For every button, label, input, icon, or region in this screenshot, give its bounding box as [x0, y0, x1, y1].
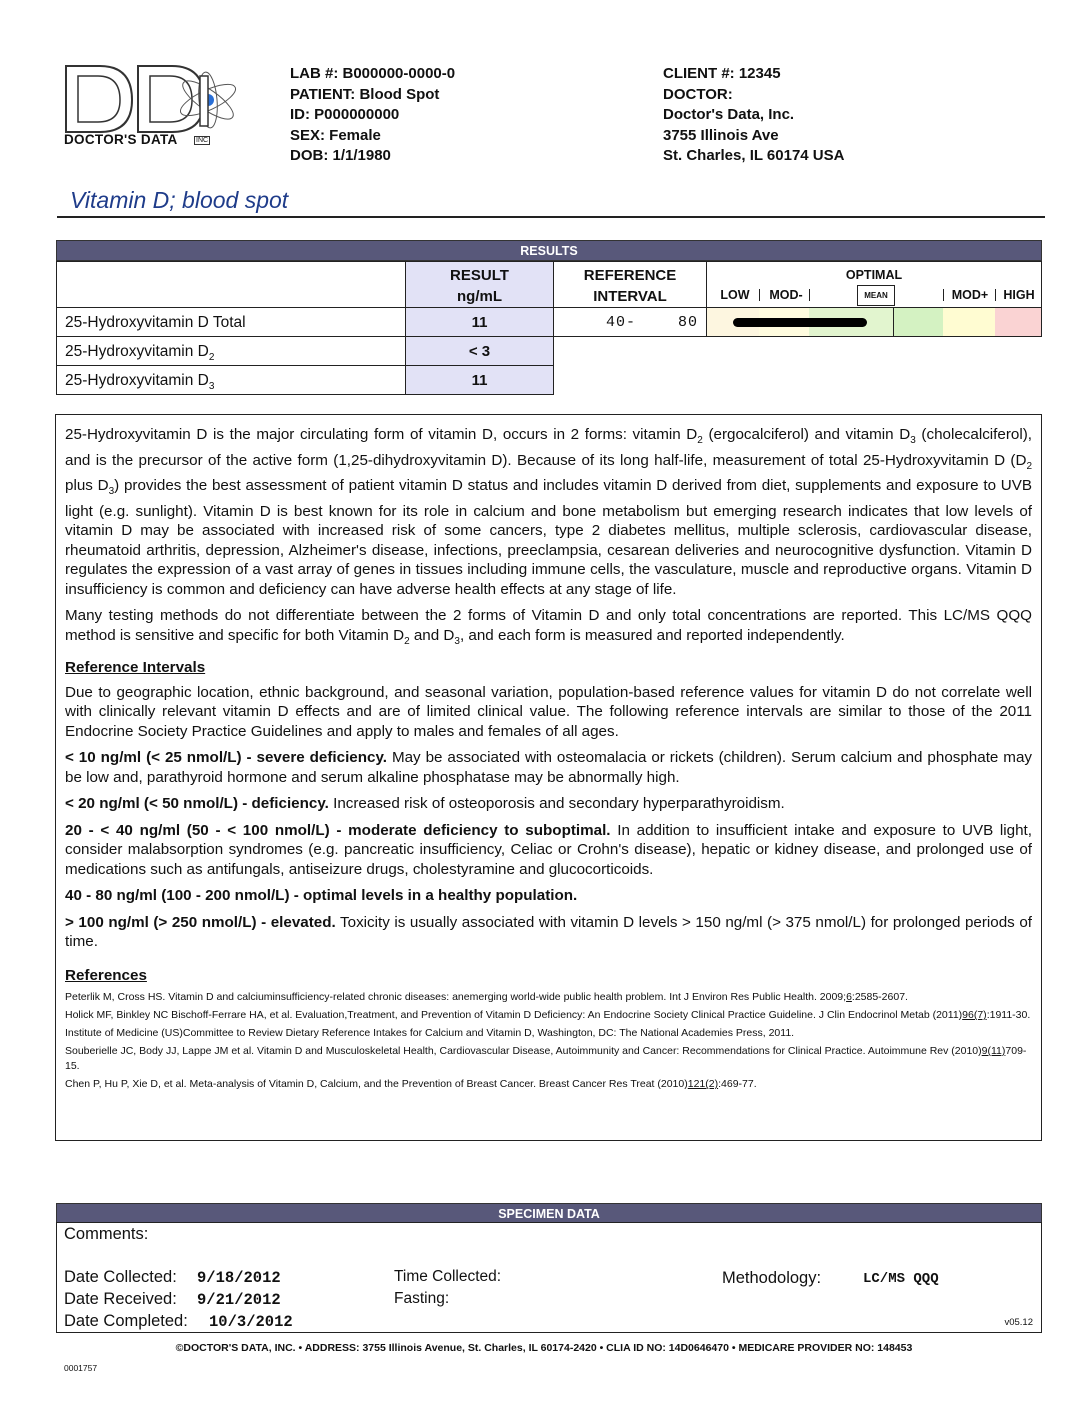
methodology-value: LC/MS QQQ	[863, 1271, 939, 1287]
scale-mod-plus-label: MOD+	[951, 288, 989, 302]
result-units-label: ng/mL	[457, 288, 502, 305]
result-value-d3: 11	[405, 365, 554, 395]
scale-high-label: HIGH	[1003, 288, 1035, 302]
logo-inc: INC	[196, 137, 209, 144]
reference-item: Chen P, Hu P, Xie D, et al. Meta-analysis of Vitamin D, Calcium, and the Prevention of Breast Cancer. Breast Cancer Res Treat (2010)121(2):469-77.	[65, 1078, 757, 1091]
interval-elevated: > 100 ng/ml (> 250 nmol/L) - elevated. Toxicity is usually associated with vitamin D levels > 150 ng/ml (> 375 nmol/L) for prolonged periods of time.	[65, 913, 1032, 951]
patient-dob: DOB: 1/1/1980	[290, 147, 391, 164]
scale-tick	[995, 289, 996, 301]
references-list	[65, 990, 1032, 1092]
reference-header-label: REFERENCE	[583, 267, 677, 284]
interval-moderate: 20 - < 40 ng/ml (50 - < 100 nmol/L) - moderate deficiency to suboptimal. In addition to insufficient intake and exposure to UVB light, consider malabsorption syndromes (e.g. pancreatic insufficiency, Celiac or Crohn's disease), hepatic or kidney disease, and prolonged use of medications such as antifungals, antiseizure drugs, cholestyramine and glucocorticoids.	[65, 821, 1033, 878]
paragraph-reference: Due to geographic location, ethnic background, and seasonal variation, population-based reference values for vitamin D do not correlate well with clinically relevant vitamin D effects and are of limited clinical value. The following reference intervals are similar to those of the 2011 Endocrine Society Practice Guidelines and apply to males and females of all ages.	[65, 683, 1032, 740]
title-divider	[57, 216, 1045, 218]
date-collected-label: Date Collected:	[64, 1268, 177, 1286]
doctor-city: St. Charles, IL 60174 USA	[663, 147, 845, 164]
date-completed-value: 10/3/2012	[209, 1313, 293, 1331]
patient-sex: SEX: Female	[290, 126, 381, 144]
interpretation-box	[55, 414, 1042, 1141]
specimen-section-header: SPECIMEN DATA	[56, 1203, 1042, 1223]
zone-mod-plus	[943, 308, 995, 336]
fasting-label: Fasting:	[394, 1290, 450, 1307]
ref-high: 80	[678, 314, 699, 331]
analyte-name: 25-Hydroxyvitamin D	[65, 372, 209, 389]
reference-item: Institute of Medicine (US)Committee to Review Dietary Reference Intakes for Calcium and Vitamin D, Washington, DC: The National Academies Press, 2011.	[65, 1027, 795, 1040]
reference-header-label-2: INTERVAL	[593, 288, 667, 305]
result-header-label: RESULT	[450, 267, 509, 284]
date-received-label: Date Received:	[64, 1290, 177, 1308]
zone-high	[995, 308, 1042, 336]
methodology-label: Methodology:	[722, 1269, 822, 1287]
analyte-row-total	[56, 307, 406, 337]
reference-item: Peterlik M, Cross HS. Vitamin D and calciuminsufficiency-related chronic diseases: anemerging world-wide public health problem. Int J Environ Res Public Health. 2009;6:2585-2607.	[65, 991, 908, 1004]
reference-item: Souberielle JC, Body JJ, Lappe JM et al. Vitamin D and Musculoskeletal Health, Cardiovascular Disease, Autoimmunity and Cancer: Recommendations for Clinical Practice. Autoimmune Rev (2010)9(11)709-15.	[65, 1045, 1027, 1073]
date-collected-value: 9/18/2012	[197, 1269, 281, 1287]
comments-label: Comments:	[64, 1225, 149, 1243]
client-number: CLIENT #: 12345	[663, 65, 781, 82]
doctor-street: 3755 Illinois Ave	[663, 126, 779, 144]
client-info	[663, 64, 844, 167]
page-title: Vitamin D; blood spot	[70, 187, 289, 213]
scale-tick	[759, 289, 760, 301]
scale-mean-label: MEAN	[857, 285, 895, 306]
time-collected-label: Time Collected:	[394, 1268, 502, 1285]
specimen-box	[56, 1222, 1042, 1333]
analyte-subscript: 3	[208, 381, 215, 393]
analyte-header-cell	[56, 261, 406, 308]
reference-item: Holick MF, Binkley NC Bischoff-Ferrare HA, et al. Evaluation,Treatment, and Prevention of Vitamin D Deficiency: An Endocrine Society Clinical Practice Guideline. J Clin Endocrinol Metab (2011)96(7):1911-30.	[65, 1009, 1031, 1022]
document-code: 0001757	[64, 1363, 98, 1373]
analyte-name: 25-Hydroxyvitamin D	[65, 343, 209, 360]
date-completed-label: Date Completed:	[64, 1312, 188, 1330]
patient-id: ID: P000000000	[290, 106, 400, 123]
doctor-label: DOCTOR:	[663, 85, 733, 103]
optimal-label: OPTIMAL	[845, 268, 903, 282]
paragraph-intro: 25-Hydroxyvitamin D is the major circulating form of vitamin D, occurs in 2 forms: vitamin $D_2$ (ergocalciferol) and vitamin $D_3$ (cholecalciferol), and is the precursor of the active form (1,25-dihydroxyvitamin D). Because of its long half-life, measurement of total 25-Hydroxyvitamin D ($D_2$ plus $D_3$) provides the best assessment of patient vitamin D status and includes vitamin D derived from diet, supplements and exposure to UVB light (e.g. sunlight). Vitamin D is best known for its role in calcium and bone metabolism but emerging research indicates that low levels of vitamin D may be associated with increased risk of some cancers, type 2 diabetes mellitus, multiple sclerosis, cardiovascular disease, rheumatoid arthritis, depression, Alzheimer's disease, infections, preeclampsia, cesarean deliveries and neurocognitive dysfunction. Vitamin D regulates the expression of a vast array of genes in tissues including immune cells, the vasculature, muscle and reproductive organs. Vitamin D insufficiency is common and deficiency can have adverse health effects at any stage of life.	[65, 426, 1033, 598]
reference-header-cell	[553, 261, 707, 308]
results-section-header: RESULTS	[56, 240, 1042, 261]
reference-interval-total	[553, 307, 707, 337]
date-received-value: 9/21/2012	[197, 1291, 281, 1309]
reference-intervals-heading: Reference Intervals	[65, 659, 206, 677]
interval-severe: < 10 ng/ml (< 25 nmol/L) - severe deficiency. May be associated with osteomalacia or rickets (children). Serum calcium and phosphate may be low and, parathyroid hormone and serum alkaline phosphatase may be abnormally high.	[65, 749, 1032, 786]
paragraph-methods: Many testing methods do not differentiate between the 2 forms of Vitamin D and only total concentrations are reported. This LC/MS QQQ method is sensitive and specific for both Vitamin $D_2$ and $D_3$, and each form is measured and reported independently.	[65, 607, 1032, 647]
scale-tick	[943, 289, 944, 301]
scale-low-label: LOW	[720, 288, 750, 302]
scale-mod-minus-label: MOD-	[769, 288, 803, 302]
result-bar	[733, 318, 867, 327]
lab-number: LAB #: B000000-0000-0	[290, 65, 456, 82]
version-label: v05.12	[1004, 1317, 1033, 1328]
analyte-name: 25-Hydroxyvitamin D Total	[65, 314, 246, 331]
ref-low: 40-	[606, 314, 637, 331]
interval-optimal: 40 - 80 ng/ml (100 - 200 nmol/L) - optimal levels in a healthy population.	[65, 887, 578, 905]
analyte-row-d2	[56, 336, 406, 366]
analyte-row-d3	[56, 365, 406, 395]
scale-tick	[809, 289, 810, 301]
result-scale-graph	[706, 307, 1042, 337]
scale-header-cell	[706, 261, 1042, 308]
footer-text: ©DOCTOR'S DATA, INC. • ADDRESS: 3755 Illinois Avenue, St. Charles, IL 60174-2420 • CLIA ID NO: 14D0646470 • MEDICARE PROVIDER NO: 148453	[175, 1342, 913, 1354]
result-value-d2: < 3	[405, 336, 554, 366]
references-heading: References	[65, 966, 147, 984]
doctor-name: Doctor's Data, Inc.	[663, 106, 795, 123]
mean-divider	[893, 308, 894, 336]
analyte-subscript: 2	[208, 352, 215, 364]
result-header-cell	[405, 261, 554, 308]
interval-deficiency: < 20 ng/ml (< 50 nmol/L) - deficiency. Increased risk of osteoporosis and secondary hyperparathyroidism.	[65, 795, 785, 813]
patient-name: PATIENT: Blood Spot	[290, 85, 440, 103]
zone-optimal-high	[893, 308, 943, 336]
logo-text: DOCTOR'S DATA	[64, 132, 178, 147]
patient-info	[290, 64, 455, 167]
result-value-total: 11	[405, 307, 554, 337]
company-logo	[62, 62, 242, 154]
